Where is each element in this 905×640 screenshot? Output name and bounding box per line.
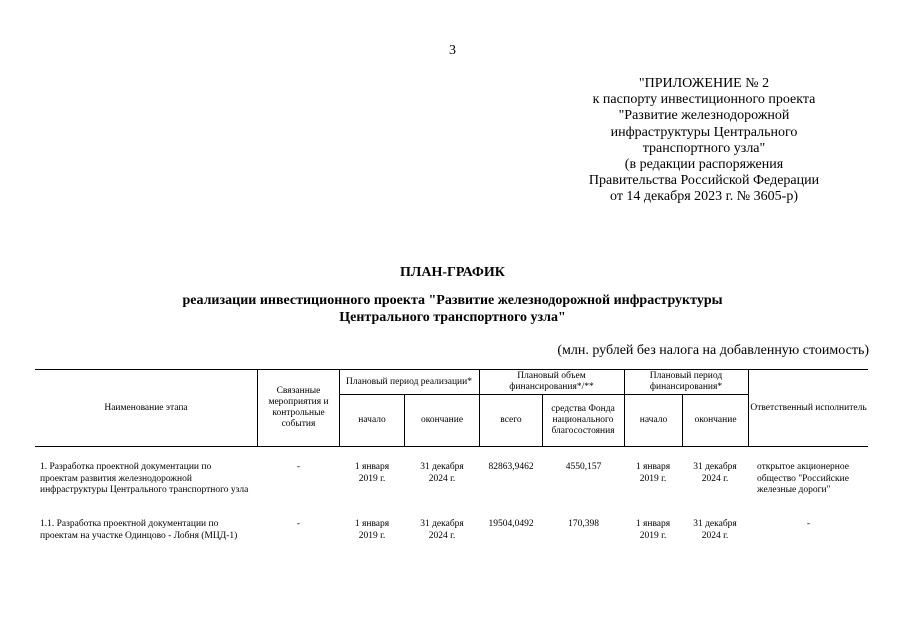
document-subtitle — [0, 292, 905, 326]
table-row-1-total: 82863,9462 — [488, 462, 534, 472]
table-row-2-responsible: - — [806, 519, 811, 529]
units-note: (млн. рублей без налога на добавленную стоимость) — [557, 343, 869, 358]
column-divider — [542, 394, 543, 447]
subtitle-line: реализации инвестиционного проекта "Развитие железнодорожной инфраструктуры — [182, 293, 723, 308]
table-row-2-total: 19504,0492 — [488, 519, 534, 529]
table-row-1-start: 1 января 2019 г. — [354, 462, 390, 484]
header-financing-end: окончание — [694, 415, 737, 425]
document-title: ПЛАН-ГРАФИК — [400, 265, 505, 280]
header-stage-name: Наименование этапа — [104, 402, 188, 413]
header-fund: средства Фонда национального благосостояния — [551, 404, 615, 436]
table-row-2-fin-start: 1 января 2019 г. — [635, 519, 671, 541]
header-start: начало — [358, 415, 386, 425]
appendix-header — [535, 76, 873, 206]
header-financing-period: Плановый период финансирования* — [649, 371, 723, 392]
table-row-1-stage: 1. Разработка проектной документации по проектам развития железнодорожной инфраструктуры Центрального транспортного узла — [40, 462, 249, 495]
header-related-events: Связанные мероприятия и контрольные события — [268, 386, 329, 429]
header-total: всего — [500, 415, 522, 425]
appendix-line: к паспорту инвестиционного проекта — [592, 92, 816, 108]
table-row-1-fin-start: 1 января 2019 г. — [635, 462, 671, 484]
header-planned-volume: Плановый объем финансирования*/** — [509, 371, 594, 392]
header-responsible: Ответственный исполнитель — [750, 402, 867, 413]
appendix-line: Правительства Российской Федерации — [588, 173, 820, 189]
table-row-2-fin-end: 31 декабря 2024 г. — [693, 519, 737, 541]
header-planned-period: Плановый период реализации* — [346, 376, 472, 387]
table-row-2-related: - — [296, 519, 301, 529]
appendix-line: "ПРИЛОЖЕНИЕ № 2 — [638, 76, 770, 91]
appendix-line: (в редакции распоряжения — [624, 157, 784, 173]
appendix-line: инфраструктуры Центрального — [610, 124, 798, 140]
appendix-line: "Развитие железнодорожной — [618, 108, 790, 124]
table-row-1-responsible: открытое акционерное общество "Российские железные дороги" — [757, 462, 849, 495]
table-row-1-related: - — [296, 462, 301, 472]
table-header-bottom-border — [35, 446, 868, 447]
table-row-1-fin-end: 31 декабря 2024 г. — [693, 462, 737, 484]
appendix-line: транспортного узла" — [642, 140, 766, 156]
table-row-2-end: 31 декабря 2024 г. — [420, 519, 464, 541]
subtitle-line: Центрального транспортного узла" — [339, 310, 566, 325]
appendix-line: от 14 декабря 2023 г. № 3605-р) — [610, 189, 798, 205]
header-financing-start: начало — [639, 415, 668, 425]
table-row-1-fund: 4550,157 — [565, 462, 602, 472]
table-row-2-fund: 170,398 — [568, 519, 599, 529]
table-row-2-start: 1 января 2019 г. — [354, 519, 390, 541]
header-end: окончание — [420, 415, 464, 425]
table-row-1-end: 31 декабря 2024 г. — [420, 462, 464, 484]
table-row-2-stage: 1.1. Разработка проектной документации по проектам на участке Одинцово - Лобня (МЦД-1) — [40, 519, 238, 541]
page-number: 3 — [449, 43, 456, 58]
